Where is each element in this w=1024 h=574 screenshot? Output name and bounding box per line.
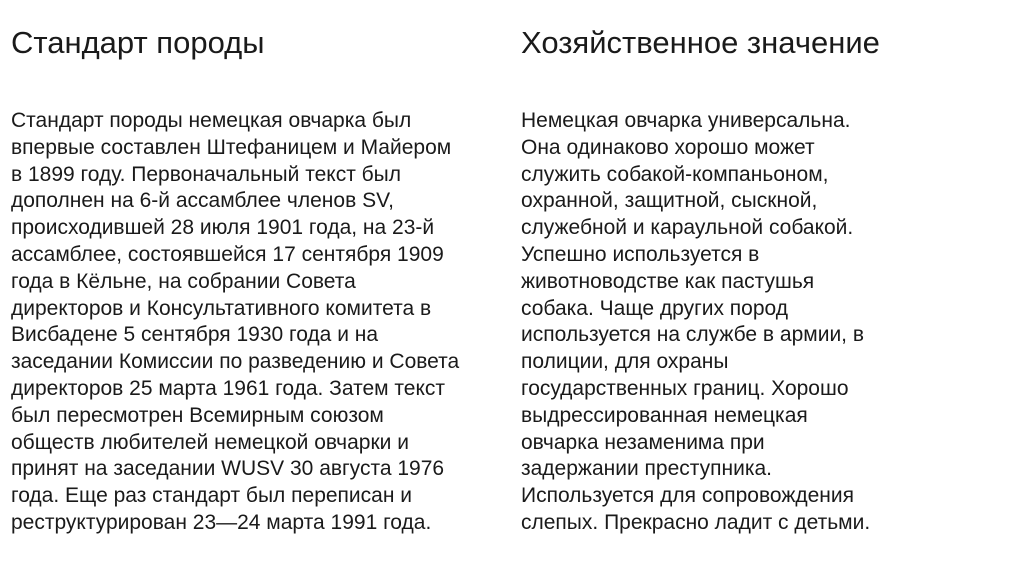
right-text-line: служить собакой-компаньоном, bbox=[521, 162, 829, 186]
left-text-line: ассамблее, состоявшейся 17 сентября 1909 bbox=[11, 242, 444, 266]
right-text-line: Немецкая овчарка универсальна. bbox=[521, 109, 851, 132]
right-text-line: животноводстве как пастушья bbox=[521, 269, 815, 293]
right-text-line: используется на службе в армии, в bbox=[521, 323, 865, 347]
left-text-line: заседании Комиссии по разведению и Совета bbox=[11, 350, 460, 374]
left-text-line: принят на заседании WUSV 30 августа 1976 bbox=[11, 457, 445, 481]
right-text-line: Она одинаково хорошо может bbox=[521, 135, 815, 159]
right-text-line: полиции, для охраны bbox=[521, 350, 729, 374]
right-text-line: Успешно используется в bbox=[521, 242, 760, 266]
right-text-line: задержании преступника. bbox=[521, 457, 772, 481]
right-body-text bbox=[521, 108, 870, 537]
right-text-line: слепых. Прекрасно ладит с детьми. bbox=[521, 510, 871, 534]
left-text-line: директоров 25 марта 1961 года. Затем текст bbox=[11, 376, 446, 400]
left-text-line: впервые составлен Штефаницем и Майером bbox=[11, 135, 452, 159]
right-text-line: овчарка незаменима при bbox=[521, 430, 765, 454]
left-text-line: года. Еще раз стандарт был переписан и bbox=[11, 484, 412, 508]
left-text-line: дополнен на 6-й ассамблее членов SV, bbox=[11, 189, 394, 213]
right-text-line: собака. Чаще других пород bbox=[521, 296, 788, 320]
right-text-line: охранной, защитной, сыскной, bbox=[521, 189, 818, 213]
left-text-line: происходившей 28 июля 1901 года, на 23-й bbox=[11, 216, 435, 240]
left-text-line: Стандарт породы немецкая овчарка был bbox=[11, 109, 412, 132]
right-text-line: выдрессированная немецкая bbox=[521, 403, 808, 427]
left-text-line: реструктурирован 23—24 марта 1991 года. bbox=[11, 510, 432, 534]
left-text-line: года в Кёльне, на собрании Совета bbox=[11, 269, 356, 293]
left-body-text bbox=[11, 108, 459, 537]
right-text-line: служебной и караульной собакой. bbox=[521, 216, 854, 240]
right-text-line: государственных границ. Хорошо bbox=[521, 376, 849, 400]
left-text-line: в 1899 году. Первоначальный текст был bbox=[11, 162, 402, 186]
left-text-line: обществ любителей немецкой овчарки и bbox=[11, 430, 409, 454]
left-heading: Стандарт породы bbox=[11, 25, 265, 60]
right-text-line: Используется для сопровождения bbox=[521, 484, 855, 508]
left-text-line: был пересмотрен Всемирным союзом bbox=[11, 403, 384, 427]
left-text-line: Висбадене 5 сентября 1930 года и на bbox=[11, 323, 379, 347]
right-heading: Хозяйственное значение bbox=[521, 25, 880, 60]
left-text-line: директоров и Консультативного комитета в bbox=[11, 296, 432, 320]
